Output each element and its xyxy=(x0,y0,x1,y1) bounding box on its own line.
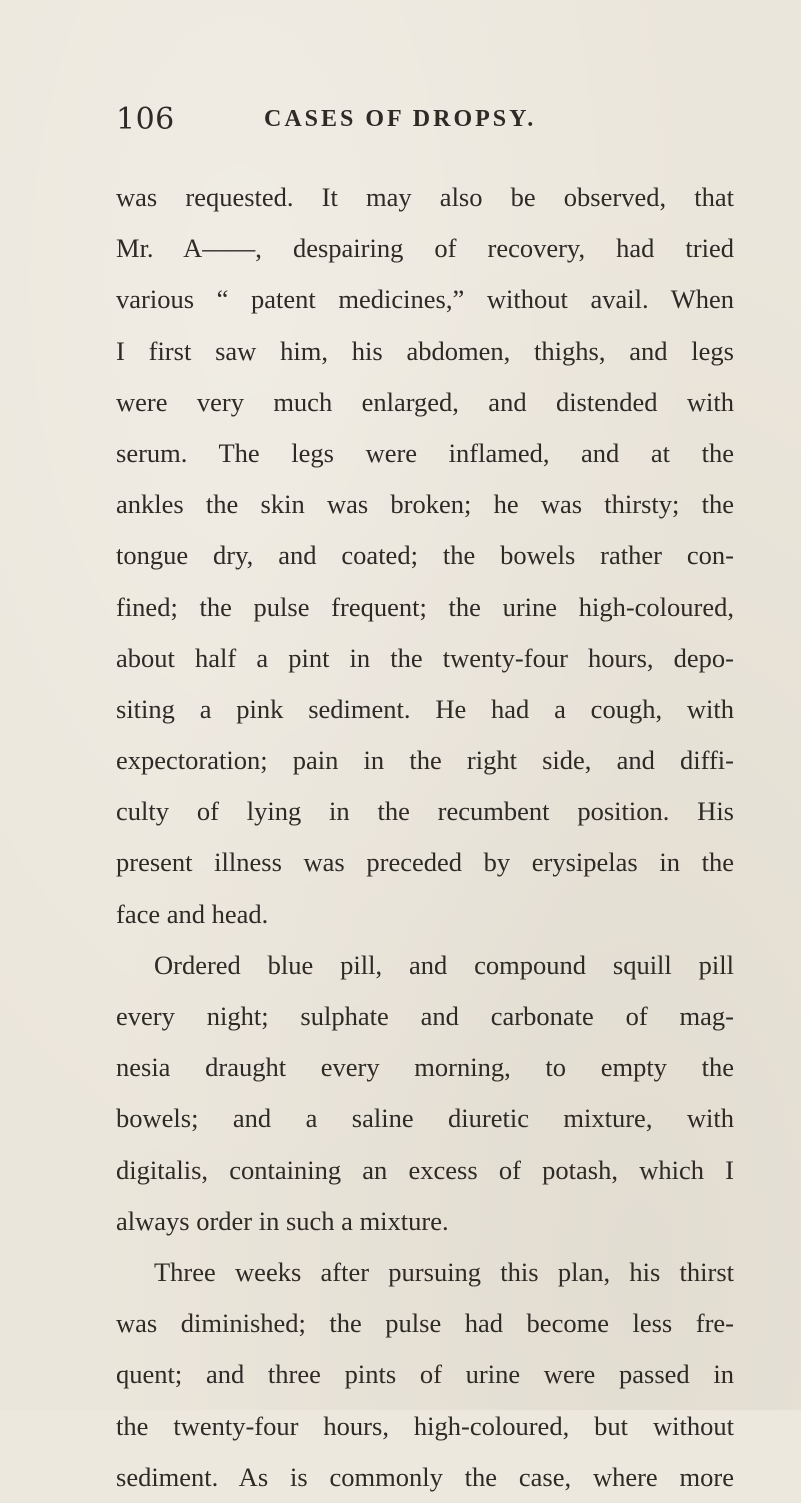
text-line: siting a pink sediment. He had a cough, with xyxy=(116,693,734,724)
text-line: was diminished; the pulse had become less fre- xyxy=(116,1308,734,1339)
text-line: was requested. It may also be observed, that xyxy=(116,182,734,212)
text-line: every night; sulphate and carbonate of mag- xyxy=(116,1001,734,1031)
text-line: the twenty-four hours, high-coloured, but without xyxy=(116,1410,734,1441)
text-line: nesia draught every morning, to empty the xyxy=(116,1052,734,1083)
paragraph-end-line: always order in such a mixture. xyxy=(116,1205,449,1236)
text-line: digitalis, containing an excess of potash, which I xyxy=(116,1154,734,1185)
text-line: expectoration; pain in the right side, and diffi- xyxy=(116,745,734,776)
text-line: ankles the skin was broken; he was thirsty; the xyxy=(116,489,734,520)
text-line: tongue dry, and coated; the bowels rather con- xyxy=(116,540,734,571)
text-line: about half a pint in the twenty-four hours, depo- xyxy=(116,642,734,673)
running-title: CASES OF DROPSY. xyxy=(264,106,537,132)
text-line: present illness was preceded by erysipelas in the xyxy=(116,847,734,878)
text-line: I first saw him, his abdomen, thighs, and legs xyxy=(116,335,734,366)
text-line: serum. The legs were inflamed, and at the xyxy=(116,437,734,468)
text-line: culty of lying in the recumbent position. His xyxy=(116,796,734,827)
text-line: were very much enlarged, and distended with xyxy=(116,386,734,417)
text-line: sediment. As is commonly the case, where more xyxy=(116,1461,734,1492)
text-line: Mr. A——, despairing of recovery, had tried xyxy=(116,233,734,264)
paragraph-start-line: Ordered blue pill, and compound squill pill xyxy=(154,949,734,980)
body-text xyxy=(116,172,734,1503)
page-header xyxy=(116,102,734,142)
text-line: bowels; and a saline diuretic mixture, with xyxy=(116,1103,734,1134)
paragraph-start-line: Three weeks after pursuing this plan, his thirst xyxy=(154,1256,734,1287)
text-line: quent; and three pints of urine were passed in xyxy=(116,1359,734,1390)
page-number: 106 xyxy=(116,102,175,137)
text-line: fined; the pulse frequent; the urine high-coloured, xyxy=(116,591,734,622)
text-line: various “ patent medicines,” without avail. When xyxy=(116,284,734,315)
paragraph-end-line: face and head. xyxy=(116,898,269,929)
